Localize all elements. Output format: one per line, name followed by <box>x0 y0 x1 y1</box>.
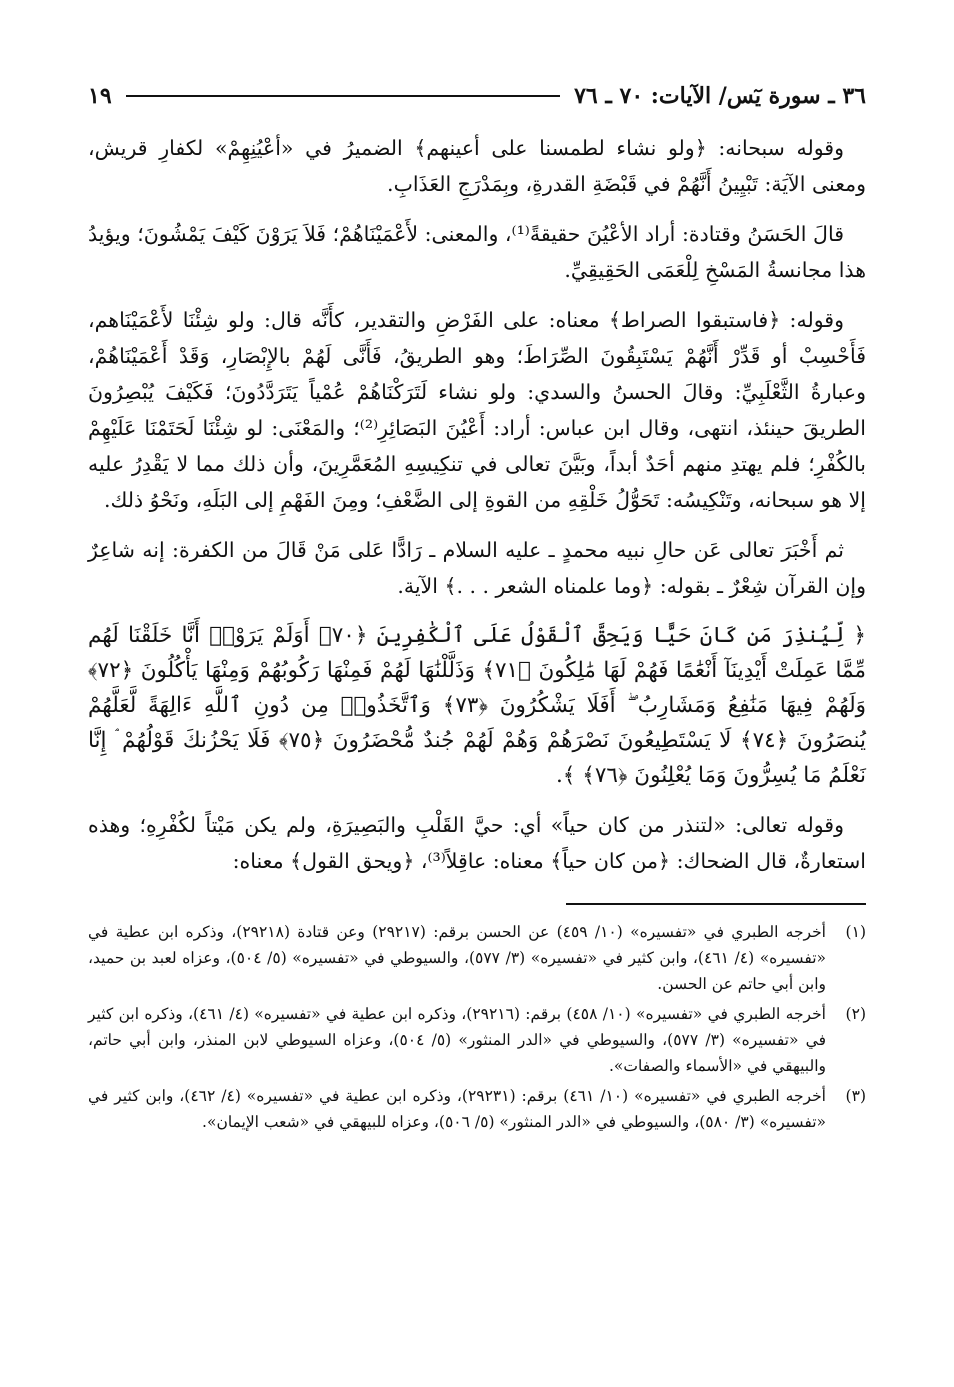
paragraph: قالَ الحَسَنُ وقتادة: أراد الأعْيُنَ حقيقةً⁽¹⁾، والمعنى: لأَعْمَيْنَاهُمْ؛ فَلاَ يَرَوْنَ كَيْفَ يَمْشُونَ؛ ويؤيدُ هذا مجانسةُ المَسْخِ لِلْعَمَى الحَقِيقِيِّ. <box>88 222 866 282</box>
paragraph: ثم أَخْبَرَ تعالى عَن حالِ نبيه محمدٍ ـ عليه السلام ـ رَادًّا عَلى مَنْ قَالَ من الكفرة: إنه شاعِرٌ وإن القرآن شِعْرٌ ـ بقوله: ﴿وما علمناه الشعر . . .﴾ الآية. <box>88 538 866 598</box>
footnote-text: أخرجه الطبري في «تفسيره» (١٠/ ٤٦١) برقم: (٢٩٢٣١)، وذكره ابن عطية في «تفسيره» (٤/ ٤٦٢)، وابن كثير في «تفسيره» (٣/ ٥٨٠)، والسيوطي في «الدر المنثور» (٥/ ٥٠٦)، وعزاه للبيهقي في «شعب الإيمان». <box>88 1087 826 1131</box>
footnote-number: (١) <box>845 923 866 941</box>
footnote <box>88 1001 866 1079</box>
running-title: ٣٦ ـ سورة يٓس/ الآيات: ٧٠ ـ ٧٦ <box>574 83 866 109</box>
footnote <box>88 919 866 997</box>
quran-passage: ﴿ لِّيُنذِرَ مَن كَانَ حَيًّا وَيَحِقَّ ٱلْقَوْلُ عَلَى ٱلْكَٰفِرِينَ ﴿٧٠﴾ أَوَلَمْ يَرَوْا۟ أَنَّا خَلَقْنَا لَهُم مِّمَّا عَمِلَتْ أَيْدِينَآ أَنْعَٰمًا فَهُمْ لَهَا مَٰلِكُونَ ﴿٧١﴾ وَذَلَّلْنَٰهَا لَهُمْ فَمِنْهَا رَكُوبُهُمْ وَمِنْهَا يَأْكُلُونَ ﴿٧٢﴾ وَلَهُمْ فِيهَا مَنَٰفِعُ وَمَشَارِبُ ۖ أَفَلَا يَشْكُرُونَ ﴿٧٣﴾ وَٱتَّخَذُوا۟ مِن دُونِ ٱللَّهِ ءَالِهَةً لَّعَلَّهُمْ يُنصَرُونَ ﴿٧٤﴾ لَا يَسْتَطِيعُونَ نَصْرَهُمْ وَهُمْ لَهُمْ جُندٌ مُّحْضَرُونَ ﴿٧٥﴾ فَلَا يَحْزُنكَ قَوْلُهُمْ ۘ إِنَّا نَعْلَمُ مَا يُسِرُّونَ وَمَا يُعْلِنُونَ ﴿٧٦﴾ ﴾. <box>88 623 867 788</box>
paragraph: وقوله: ﴿فاستبقوا الصراط﴾ معناه: على الفَرْضِ والتقدير، كأَنَّه قال: ولو شِئْنَا لأَعْمَيْنَاهم، فَأَحْسِبْ أو قَدِّرْ أَنَّهُمْ يَسْتَبِقُونَ الصِّرَاطَ؛ وهو الطريقُ، فَأَنَّى لَهُمْ بالإِبْصَارِ، وَقَدْ أَعْمَيْنَاهُمْ، وعبارةُ الثَّعْلَبِيِّ: وقالَ الحسنُ والسدي: ولو نشاء لَتَرَكْنَاهُمْ عُمْياً يَتَرَدَّدُونَ؛ فَكَيْفَ يُبْصِرُونَ الطريقَ حينئذ، انتهى، وقال ابن عباس: أراد: أَعْيُنَ البَصَائِرِ⁽²⁾؛ والمَعْنَى: لو شِئْنَا لَحَتَمْنَا عَلَيْهِمْ بالكُفْرِ؛ فلم يهتدِ منهم أحَدٌ أبداً، وبَيَّنَ تعالى في تنكِيسِهِ المُعَمَّرِينَ، وأن ذلك مما لا يَقْدِرُ عليه إلا هو سبحانه، وتَنْكِيسُه: تَحَوُّلُ خَلْقِهِ من القوةِ إلى الضَّعْفِ؛ ومِنَ الفَهْمِ إلى البَلَهِ، ونَحْوُ ذلك. <box>88 308 866 512</box>
footnote-text: أخرجه الطبري في «تفسيره» (١٠/ ٤٥٨) برقم: (٢٩٢١٦)، وذكره ابن عطية في «تفسيره» (٤/ ٤٦١)، وذكره ابن كثير في «تفسيره» (٣/ ٥٧٧)، والسيوطي في «الدر المنثور» (٥/ ٥٠٤)، وعزاه السيوطي لابن المنذر، وابن أبي حاتم، والبيهقي في «الأسماء والصفات». <box>88 1005 826 1075</box>
footnote-text: أخرجه الطبري في «تفسيره» (١٠/ ٤٥٩) عن الحسن برقم: (٢٩٢١٧) وعن قتادة (٢٩٢١٨)، وذكره ابن عطية في «تفسيره» (٤/ ٤٦١)، وابن كثير في «تفسيره» (٣/ ٥٧٧)، والسيوطي في «تفسيره» (٥/ ٥٠٤)، وعزاه لعبد بن حميد، وابن أبي حاتم عن الحسن. <box>88 923 827 993</box>
footnote-separator <box>566 903 866 905</box>
book-page <box>88 78 866 1318</box>
page-number: ١٩ <box>88 83 112 109</box>
footnotes <box>88 919 866 1135</box>
paragraph: وقوله سبحانه: ﴿ولو نشاء لطمسنا على أعينهم﴾ الضميرُ في «أعْيُنِهِمْ» لكفارِ قريش، ومعنى الآيَة: تَبْيِينُ أَنَّهُمْ في قَبْضَةِ القدرةِ، وبِمَدْرَجِ العَذَابِ. <box>88 136 866 196</box>
footnote <box>88 1083 866 1135</box>
header-rule <box>126 95 560 97</box>
footnote-number: (٣) <box>845 1087 866 1105</box>
closing-paragraph: وقوله تعالى: «لتنذر من كان حياً» أي: حيَّ القَلْبِ والبَصِيرَةِ، ولم يكن مَيْتاً لكُفْرِهِ؛ وهذه استعارةٌ، قال الضحاك: ﴿من كان حياً﴾ معناه: عاقِلاً⁽³⁾، ﴿ويحق القول﴾ معناه: <box>88 813 866 873</box>
running-head <box>88 78 866 114</box>
main-text <box>88 130 866 879</box>
footnote-number: (٢) <box>845 1005 866 1023</box>
